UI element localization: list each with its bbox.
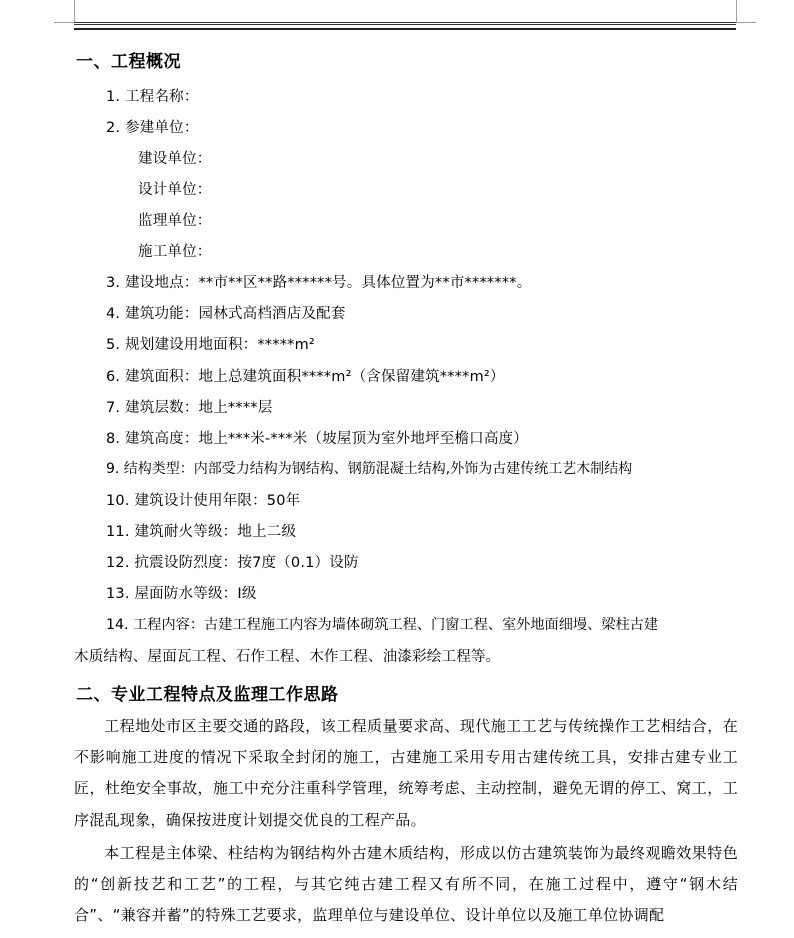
list-item: 7. 建筑层数：地上****层 [106, 400, 273, 416]
section-heading-1: 一、工程概况 [76, 52, 181, 72]
list-item: 6. 建筑面积：地上总建筑面积****m²（含保留建筑****m²） [106, 369, 505, 385]
crop-mark [736, 22, 756, 23]
header-rule [74, 22, 736, 32]
crop-mark [74, 0, 75, 22]
list-item: 设计单位： [138, 182, 212, 198]
list-item: 3. 建设地点：**市**区**路******号。具体位置为**市*******。 [106, 275, 532, 291]
paragraph-text: 工程地处市区主要交通的路段，该工程质量要求高、现代施工工艺与传统操作工艺相结合，在不影响施工进度的情况下采取全封闭的施工，古建施工采用专用古建传统工具，安排古建专业工匠，杜绝安全事故，施工中充分注重科学管理，统筹考虑、主动控制，避免无谓的停工、窝工，工序混乱现象，确保按进度计划提交优良的工程产品。 [74, 717, 738, 829]
list-item: 8. 建筑高度：地上***米-***米（坡屋顶为室外地坪至檐口高度） [106, 431, 528, 447]
list-item: 建设单位： [138, 151, 212, 167]
list-item: 5. 规划建设用地面积：*****m² [106, 337, 315, 353]
paragraph-text: 本工程是主体梁、柱结构为钢结构外古建木质结构，形成以仿古建筑装饰为最终观瞻效果特色的“创新技艺和工艺”的工程，与其它纯古建工程又有所不同，在施工过程中，遵守“钢木结合”、“兼容并蓄”的特殊工艺要求，监理单位与建设单位、设计单位以及施工单位协调配 [74, 844, 738, 925]
list-item: 4. 建筑功能：园林式高档酒店及配套 [106, 306, 346, 322]
list-item: 10. 建筑设计使用年限：50年 [106, 493, 301, 509]
section-heading-2: 二、专业工程特点及监理工作思路 [76, 685, 339, 705]
list-item: 监理单位： [138, 213, 212, 229]
crop-mark [54, 22, 74, 23]
list-item: 14. 工程内容：古建工程施工内容为墙体砌筑工程、门窗工程、室外地面细墁、梁柱古建 [106, 617, 659, 633]
list-item: 13. 屋面防水等级：Ⅰ级 [106, 586, 257, 602]
list-item: 2. 参建单位： [106, 120, 199, 136]
body-paragraph [74, 838, 738, 932]
list-item: 12. 抗震设防烈度：按7度（0.1）设防 [106, 555, 359, 571]
list-item: 施工单位： [138, 244, 212, 260]
list-item: 1. 工程名称： [106, 89, 199, 105]
list-item: 9. 结构类型：内部受力结构为钢结构、钢筋混凝土结构,外饰为古建传统工艺木制结构 [106, 461, 633, 477]
crop-mark [736, 0, 737, 22]
list-item: 木质结构、屋面瓦工程、石作工程、木作工程、油漆彩绘工程等。 [74, 649, 501, 665]
body-paragraph [74, 711, 738, 836]
list-item: 11. 建筑耐火等级：地上二级 [106, 524, 297, 540]
